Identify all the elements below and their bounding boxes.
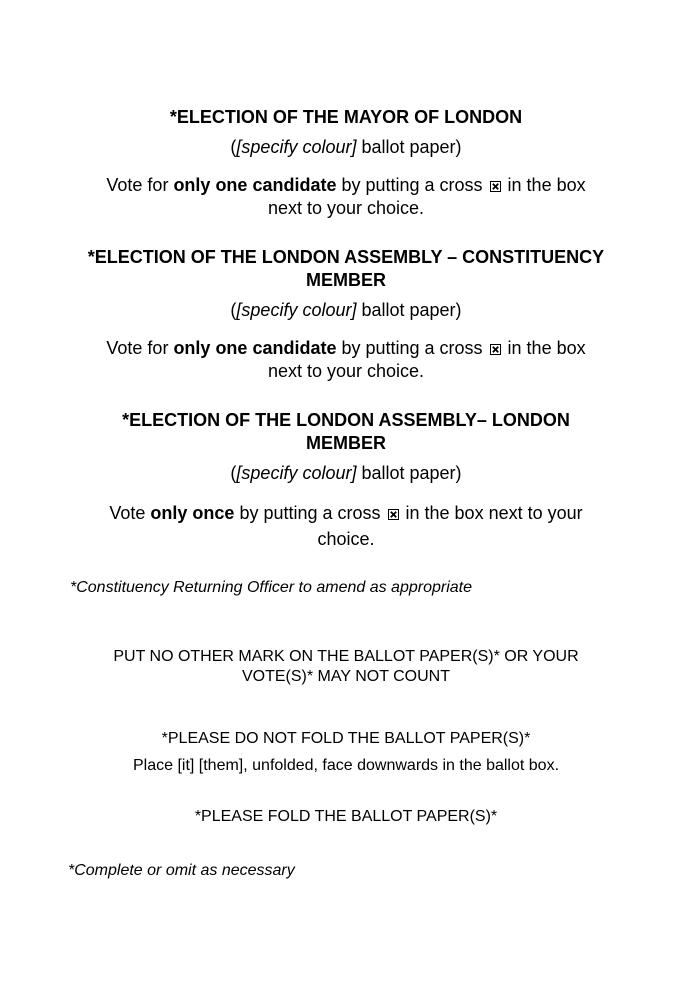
instr-line2: next to your choice. (267, 198, 425, 218)
london-member-vote-instruction (0, 500, 692, 552)
complete-or-omit-note: *Complete or omit as necessary (68, 862, 295, 879)
cross-in-box-icon (388, 509, 399, 520)
instr-mid: by putting a cross (234, 503, 386, 523)
colour-prefix: ( (230, 137, 237, 157)
instr-emphasis: only one candidate (173, 175, 337, 195)
london-member-election-title (0, 409, 692, 455)
title-line1: *ELECTION OF THE LONDON ASSEMBLY – CONSTITUENCY (87, 247, 605, 267)
instr-line2: next to your choice. (267, 361, 425, 381)
colour-placeholder: [specify colour] (236, 137, 357, 157)
colour-suffix: ballot paper) (356, 300, 462, 320)
instr-mid: by putting a cross (336, 175, 488, 195)
colour-placeholder: [specify colour] (236, 300, 357, 320)
instr-pre: Vote for (106, 338, 174, 358)
instr-post: in the box next to your (400, 503, 583, 523)
colour-placeholder: [specify colour] (236, 463, 357, 483)
no-other-mark-warning (0, 647, 692, 687)
cro-amend-note: *Constituency Returning Officer to amend as appropriate (70, 579, 472, 596)
instr-post: in the box (502, 338, 586, 358)
constituency-ballot-colour (0, 299, 692, 322)
title-line1: *ELECTION OF THE LONDON ASSEMBLY– LONDON (122, 410, 570, 430)
london-member-ballot-colour (0, 462, 692, 485)
colour-prefix: ( (230, 463, 237, 483)
colour-suffix: ballot paper) (356, 137, 462, 157)
no-fold-block (0, 729, 692, 776)
instr-pre: Vote (109, 503, 151, 523)
instr-pre: Vote for (106, 175, 174, 195)
no-fold-instruction: Place [it] [them], unfolded, face downwards in the ballot box. (132, 757, 560, 774)
fold-heading: *PLEASE FOLD THE BALLOT PAPER(S)* (194, 808, 498, 825)
cross-in-box-icon (490, 181, 501, 192)
cross-in-box-icon (490, 344, 501, 355)
constituency-section (0, 246, 692, 383)
mayor-section (0, 106, 692, 220)
mayor-vote-instruction (0, 174, 692, 220)
instr-line2: choice. (317, 529, 375, 549)
mayor-election-title: *ELECTION OF THE MAYOR OF LONDON (169, 107, 523, 127)
instr-emphasis: only once (150, 503, 235, 523)
instr-emphasis: only one candidate (173, 338, 337, 358)
colour-suffix: ballot paper) (356, 463, 462, 483)
mayor-ballot-colour (0, 136, 692, 159)
no-fold-heading: *PLEASE DO NOT FOLD THE BALLOT PAPER(S)* (161, 730, 531, 747)
warning-line2: VOTE(S)* MAY NOT COUNT (241, 668, 450, 685)
instr-mid: by putting a cross (336, 338, 488, 358)
constituency-election-title (0, 246, 692, 292)
warning-line1: PUT NO OTHER MARK ON THE BALLOT PAPER(S)* OR YOUR (113, 648, 579, 665)
instr-post: in the box (502, 175, 586, 195)
london-member-section (0, 409, 692, 552)
title-line2: MEMBER (306, 270, 386, 290)
title-line2: MEMBER (306, 433, 386, 453)
constituency-vote-instruction (0, 337, 692, 383)
colour-prefix: ( (230, 300, 237, 320)
